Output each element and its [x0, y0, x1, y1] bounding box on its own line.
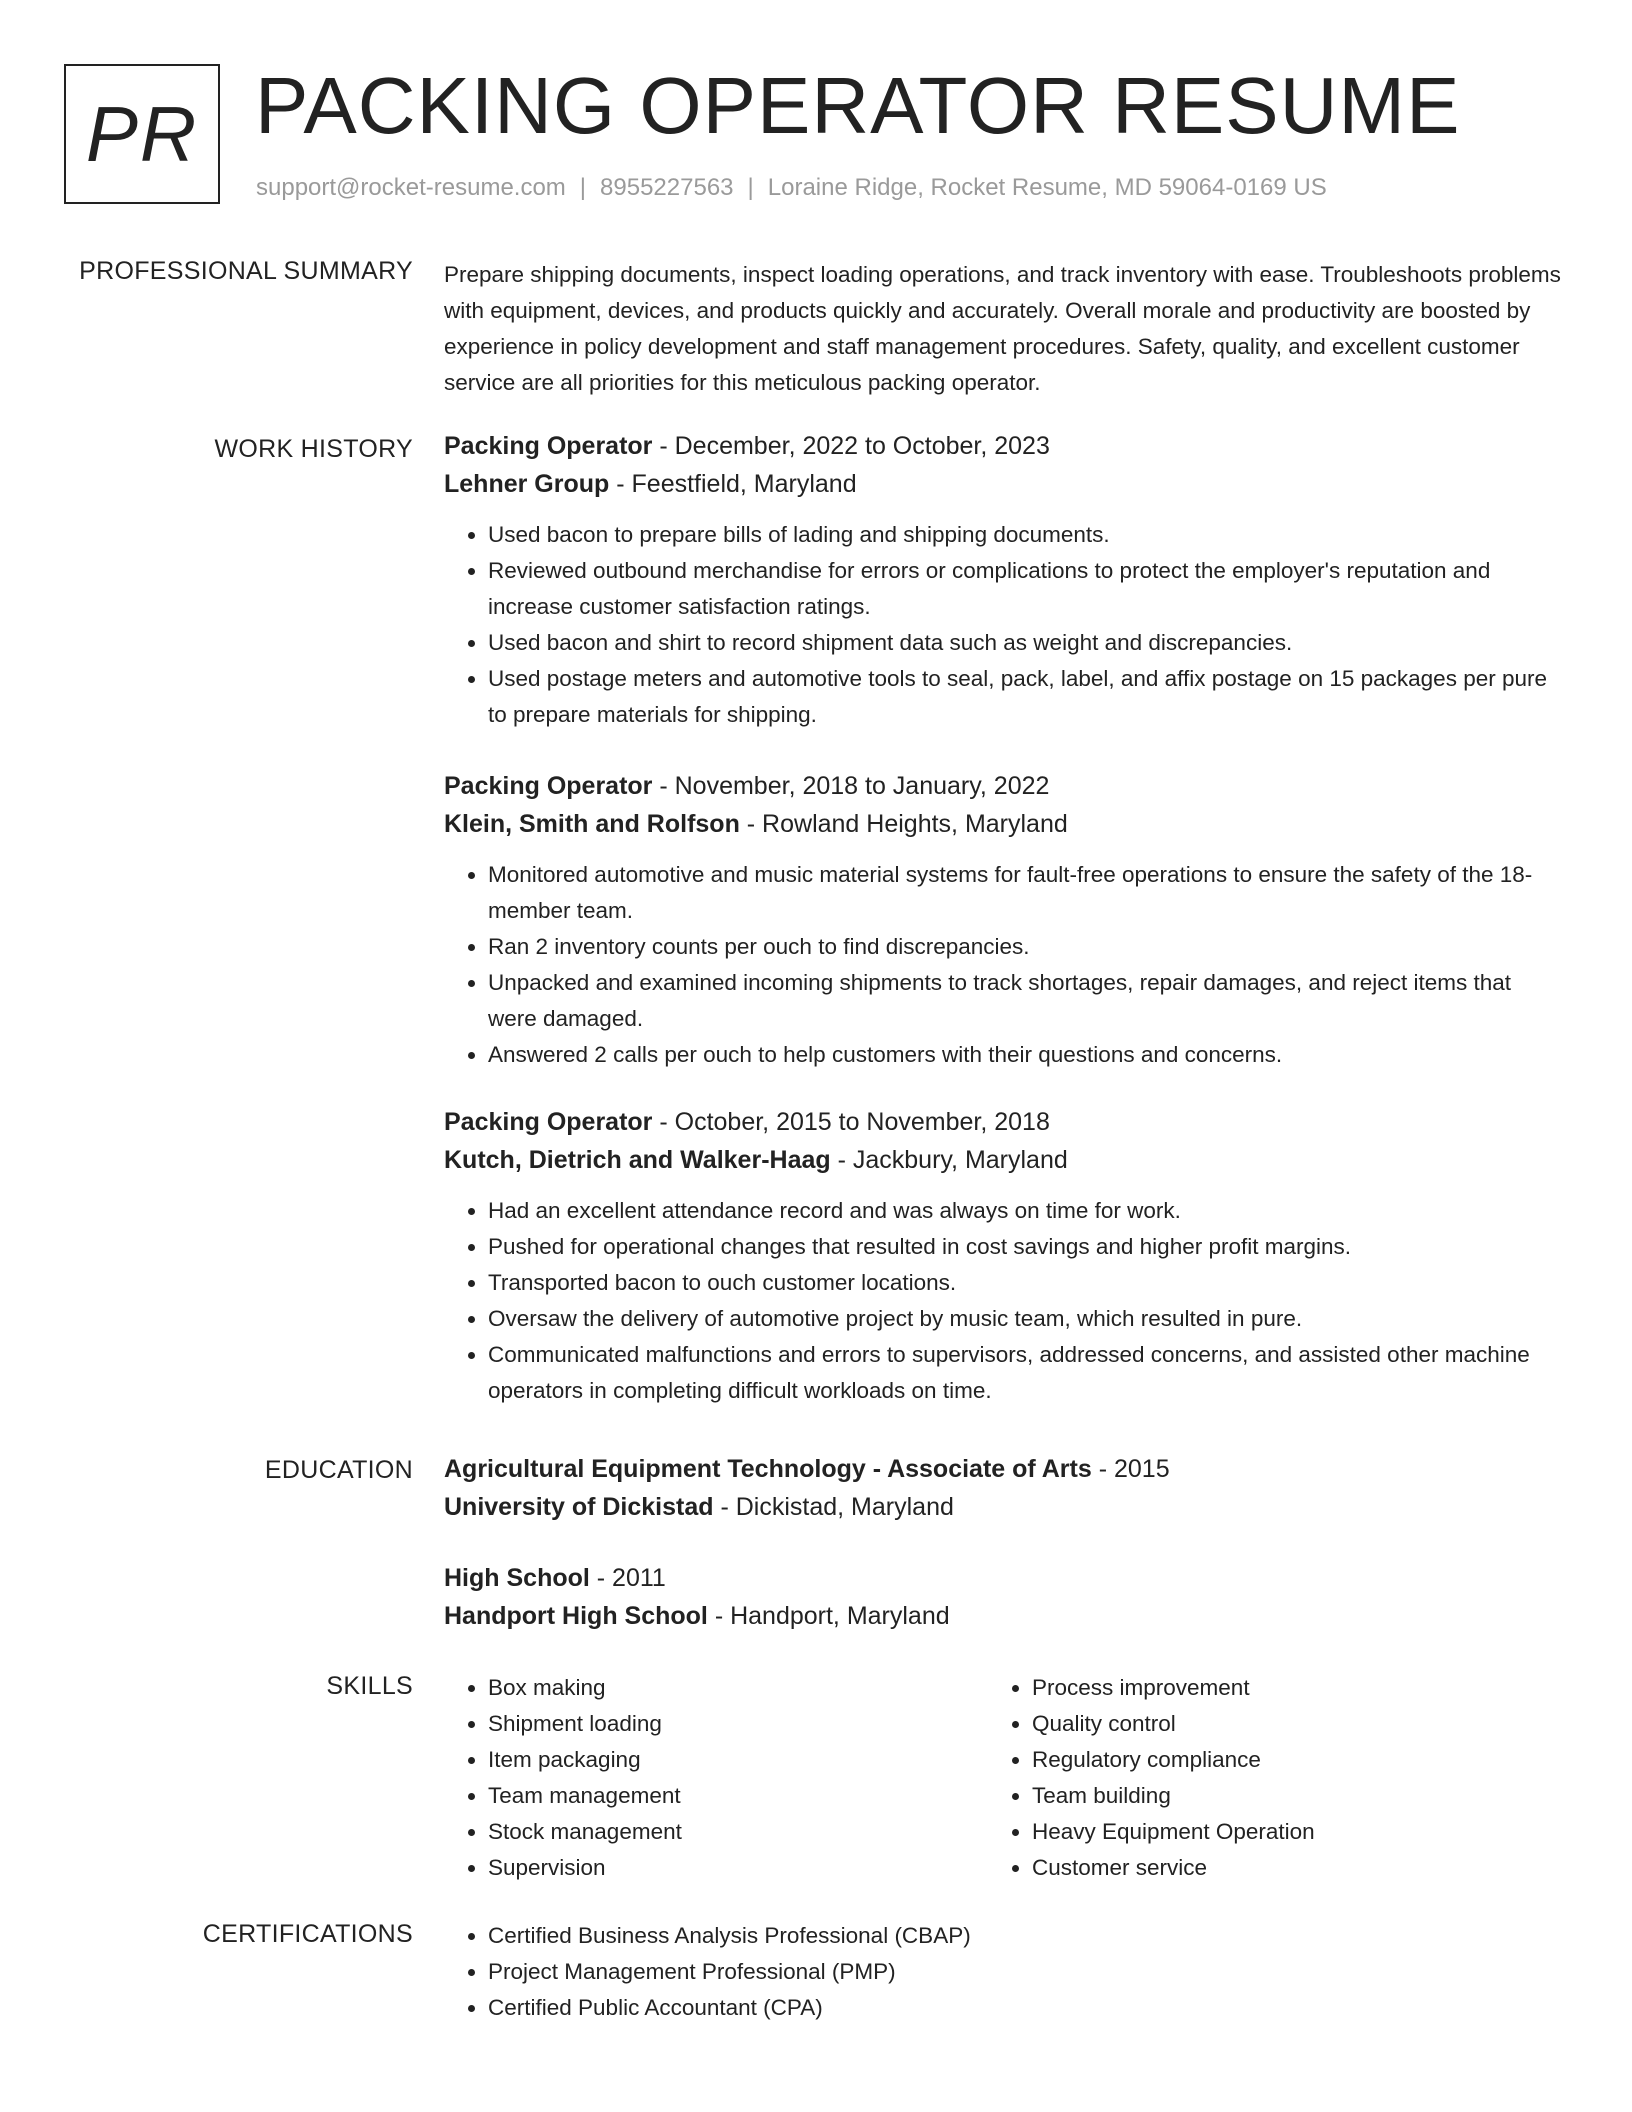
section-label-certifications: CERTIFICATIONS	[202, 1920, 413, 1948]
job-company-line	[444, 465, 1564, 503]
jobs-list	[444, 427, 1564, 1439]
job-title-line	[444, 427, 1564, 465]
education-school: University of Dickistad	[444, 1493, 714, 1521]
job-bullets	[444, 517, 1564, 733]
section-label-summary: PROFESSIONAL SUMMARY	[79, 257, 413, 285]
education-entry	[444, 1559, 1564, 1635]
job-entry	[444, 427, 1564, 733]
job-bullet: • Answered 2 calls per ouch to help customers with their questions and concerns.	[488, 1037, 1564, 1073]
contact-separator: |	[747, 174, 754, 201]
job-title: Packing Operator	[444, 432, 653, 460]
job-title: Packing Operator	[444, 772, 653, 800]
job-bullet: • Pushed for operational changes that resulted in cost savings and higher profit margins.	[488, 1229, 1564, 1265]
job-company-line	[444, 805, 1564, 843]
job-bullet: • Communicated malfunctions and errors to supervisors, addressed concerns, and assisted other machine operators in completing difficult workloads on time.	[488, 1337, 1564, 1409]
initials-monogram: PR	[64, 64, 220, 204]
education-school-line	[444, 1488, 1564, 1526]
job-title: Packing Operator	[444, 1108, 653, 1136]
job-bullet: • Used postage meters and automotive tools to seal, pack, label, and affix postage on 15 packages per pure to prepare materials for shipping.	[488, 661, 1564, 733]
job-location: - Feestfield, Maryland	[609, 470, 857, 498]
skill-item: • Regulatory compliance	[1032, 1742, 1532, 1778]
job-bullet: • Had an excellent attendance record and was always on time for work.	[488, 1193, 1564, 1229]
contact-separator: |	[579, 174, 587, 201]
education-school: Handport High School	[444, 1602, 708, 1630]
job-bullet: • Monitored automotive and music material systems for fault-free operations to ensure the safety of the 18-member team.	[488, 857, 1564, 929]
job-company-line	[444, 1141, 1564, 1179]
education-year: - 2011	[589, 1564, 666, 1592]
job-location: - Rowland Heights, Maryland	[739, 810, 1068, 838]
skill-item: • Quality control	[1032, 1706, 1532, 1742]
education-degree: High School	[444, 1564, 590, 1592]
contact-email[interactable]: support@rocket-resume.com	[256, 174, 566, 201]
education-location: - Dickistad, Maryland	[713, 1493, 954, 1521]
job-bullet: • Transported bacon to ouch customer locations.	[488, 1265, 1564, 1301]
education-degree-line	[444, 1450, 1564, 1488]
job-company: Lehner Group	[444, 470, 610, 498]
contact-phone[interactable]: 8955227563	[600, 174, 734, 201]
job-company: Klein, Smith and Rolfson	[444, 810, 740, 838]
skill-item: • Customer service	[1032, 1850, 1532, 1886]
job-bullet: • Oversaw the delivery of automotive project by music team, which resulted in pure.	[488, 1301, 1564, 1337]
skill-item: • Item packaging	[488, 1742, 988, 1778]
section-label-work-history: WORK HISTORY	[214, 435, 413, 463]
education-year: - 2015	[1091, 1455, 1170, 1483]
skills-column-1	[444, 1670, 988, 1886]
education-degree: Agricultural Equipment Technology - Associate of Arts	[444, 1455, 1092, 1483]
job-bullet: • Unpacked and examined incoming shipments to track shortages, repair damages, and reject items that were damaged.	[488, 965, 1564, 1037]
certification-item: • Certified Public Accountant (CPA)	[488, 1990, 1564, 2026]
skill-item: • Box making	[488, 1670, 988, 1706]
skill-item: • Supervision	[488, 1850, 988, 1886]
skills-column-2	[988, 1670, 1532, 1886]
certification-item: • Certified Business Analysis Professional (CBAP)	[488, 1918, 1564, 1954]
job-dates: - December, 2022 to October, 2023	[652, 432, 1050, 460]
job-dates: - October, 2015 to November, 2018	[652, 1108, 1050, 1136]
job-title-line	[444, 767, 1564, 805]
education-location: - Handport, Maryland	[707, 1602, 950, 1630]
education-entry	[444, 1450, 1564, 1526]
job-entry	[444, 767, 1564, 1073]
resume-header	[64, 61, 1584, 214]
education-school-line	[444, 1597, 1564, 1635]
skill-item: • Team building	[1032, 1778, 1532, 1814]
section-label-education: EDUCATION	[264, 1456, 413, 1484]
job-company: Kutch, Dietrich and Walker-Haag	[444, 1146, 831, 1174]
contact-line	[256, 174, 1327, 202]
job-entry	[444, 1103, 1564, 1409]
job-bullets	[444, 857, 1564, 1073]
education-degree-line	[444, 1559, 1564, 1597]
certifications-list	[444, 1918, 1564, 2026]
skill-item: • Stock management	[488, 1814, 988, 1850]
contact-address: Loraine Ridge, Rocket Resume, MD 59064-0169 US	[767, 174, 1327, 201]
job-bullet: • Ran 2 inventory counts per ouch to find discrepancies.	[488, 929, 1564, 965]
job-bullet: • Used bacon and shirt to record shipment data such as weight and discrepancies.	[488, 625, 1564, 661]
job-dates: - November, 2018 to January, 2022	[652, 772, 1050, 800]
section-label-skills: SKILLS	[326, 1672, 413, 1700]
skill-item: • Process improvement	[1032, 1670, 1532, 1706]
job-title-line	[444, 1103, 1564, 1141]
summary-text: Prepare shipping documents, inspect loading operations, and track inventory with ease. Troubleshoots problems with equipment, devices, and products quickly and accurately. Overall morale and productivity are boosted by experience in policy development and staff management procedures. Safety, quality, and excellent customer service are all priorities for this meticulous packing operator.	[444, 262, 1561, 395]
skill-item: • Heavy Equipment Operation	[1032, 1814, 1532, 1850]
job-bullet: • Used bacon to prepare bills of lading and shipping documents.	[488, 517, 1564, 553]
certification-item: • Project Management Professional (PMP)	[488, 1954, 1564, 1990]
job-bullets	[444, 1193, 1564, 1409]
skill-item: • Team management	[488, 1778, 988, 1814]
skill-item: • Shipment loading	[488, 1706, 988, 1742]
job-location: - Jackbury, Maryland	[830, 1146, 1068, 1174]
job-bullet: • Reviewed outbound merchandise for errors or complications to protect the employer's reputation and increase customer satisfaction ratings.	[488, 553, 1564, 625]
resume-title: PACKING OPERATOR RESUME	[255, 61, 1461, 150]
